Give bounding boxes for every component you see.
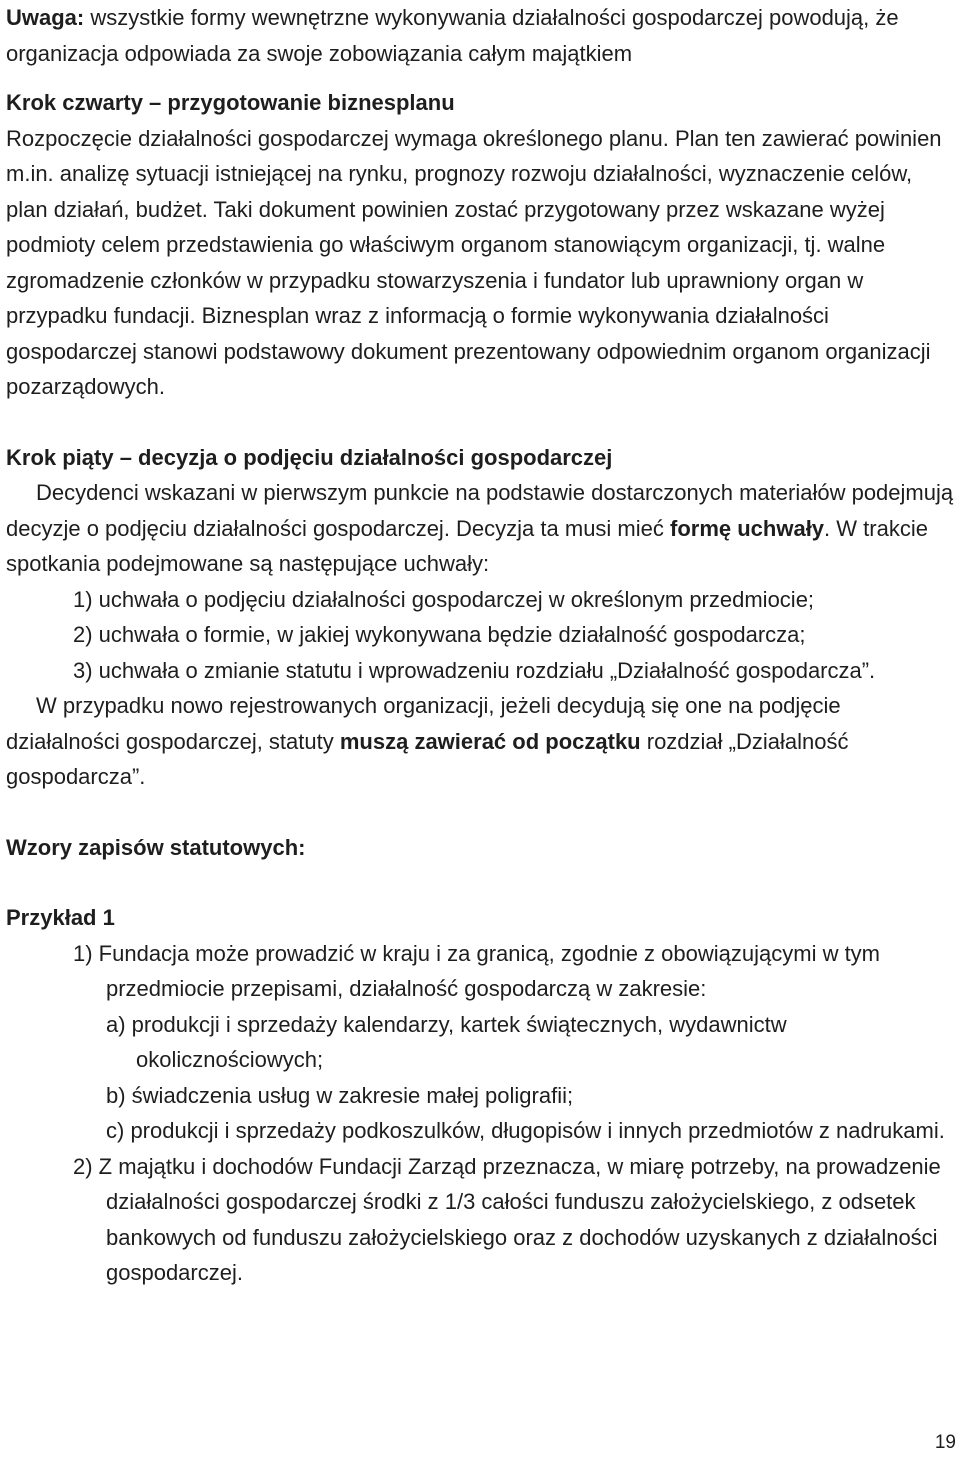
list-item: 3) uchwała o zmianie statutu i wprowadzeniu rozdziału „Działalność gospodarcza”. <box>73 657 876 683</box>
krok5-intro-before: Decydenci wskazani w pierwszym punkcie na podstawie dostarczonych materiałów podejmują decyzje o podjęciu działalności gospodarczej. Decyzja ta musi mieć <box>6 480 954 541</box>
przyklad1-sublist <box>6 1007 956 1149</box>
krok4-text: Rozpoczęcie działalności gospodarczej wymaga określonego planu. Plan ten zawierać powinien m.in. analizę sytuacji istniejącej na rynku, prognozy rozwoju działalności, wyznaczenie celów, plan działań, budżet. Taki dokument powinien zostać przygotowany przez wskazane wyżej podmioty celem przedstawienia go właściwym organom stanowiącym organizacji, tj. walne zgromadzenie członków w przypadku stowarzyszenia i fundator lub uprawniony organ w przypadku fundacji. Biznesplan wraz z informacją o formie wykonywania działalności gospodarczej stanowi podstawowy dokument prezentowany odpowiednim organom organizacji pozarządowych. <box>6 125 942 399</box>
list-item: a) produkcji i sprzedaży kalendarzy, kartek świątecznych, wydawnictw okolicznościowych; <box>106 1011 787 1072</box>
uwaga-paragraph <box>6 0 956 71</box>
krok5-heading: Krok piąty – decyzja o podjęciu działalności gospodarczej <box>6 444 613 470</box>
uwaga-label: Uwaga: <box>6 5 85 30</box>
krok5-closing-before: W przypadku nowo rejestrowanych organizacji, jeżeli decydują się one na podjęcie działalności gospodarczej, statuty <box>6 693 841 754</box>
krok5-intro-bold: formę uchwały <box>670 515 825 541</box>
wzory-heading: Wzory zapisów statutowych: <box>6 834 306 860</box>
krok5-closing-after: rozdział „Działalność gospodarcza”. <box>6 728 849 789</box>
krok5-closing <box>6 688 956 795</box>
list-item: c) produkcji i sprzedaży podkoszulków, długopisów i innych przedmiotów z nadrukami. <box>106 1118 945 1143</box>
przyklad1-list-2 <box>6 1149 956 1291</box>
uwaga-text: wszystkie formy wewnętrzne wykonywania działalności gospodarczej powodują, że organizacja odpowiada za swoje zobowiązania całym majątkiem <box>6 5 899 66</box>
document-page <box>6 0 956 1291</box>
list-item: 2) uchwała o formie, w jakiej wykonywana będzie działalność gospodarcza; <box>73 622 806 647</box>
list-item: 1) uchwała o podjęciu działalności gospodarczej w określonym przedmiocie; <box>73 586 815 612</box>
krok5-intro <box>6 475 956 582</box>
list-item: 2) Z majątku i dochodów Fundacji Zarząd przeznacza, w miarę potrzeby, na prowadzenie działalności gospodarczej środki z 1/3 całości funduszu założycielskiego, z odsetek bankowych od funduszu założycielskiego oraz z dochodów uzyskanych z działalności gospodarczej. <box>73 1153 941 1285</box>
krok4-heading: Krok czwarty – przygotowanie biznesplanu <box>6 90 455 115</box>
uchwaly-list <box>6 582 956 689</box>
list-item: 1) Fundacja może prowadzić w kraju i za granicą, zgodnie z obowiązującymi w tym przedmiocie przepisami, działalność gospodarczą w zakresie: <box>73 940 881 1001</box>
list-item: b) świadczenia usług w zakresie małej poligrafii; <box>106 1082 574 1108</box>
page-number: 19 <box>934 1432 956 1453</box>
przyklad1-heading: Przykład 1 <box>6 905 115 930</box>
krok5-intro-after: . W trakcie spotkania podejmowane są następujące uchwały: <box>6 515 928 576</box>
przyklad1-list <box>6 936 956 1007</box>
krok5-closing-bold: muszą zawierać od początku <box>339 728 641 754</box>
